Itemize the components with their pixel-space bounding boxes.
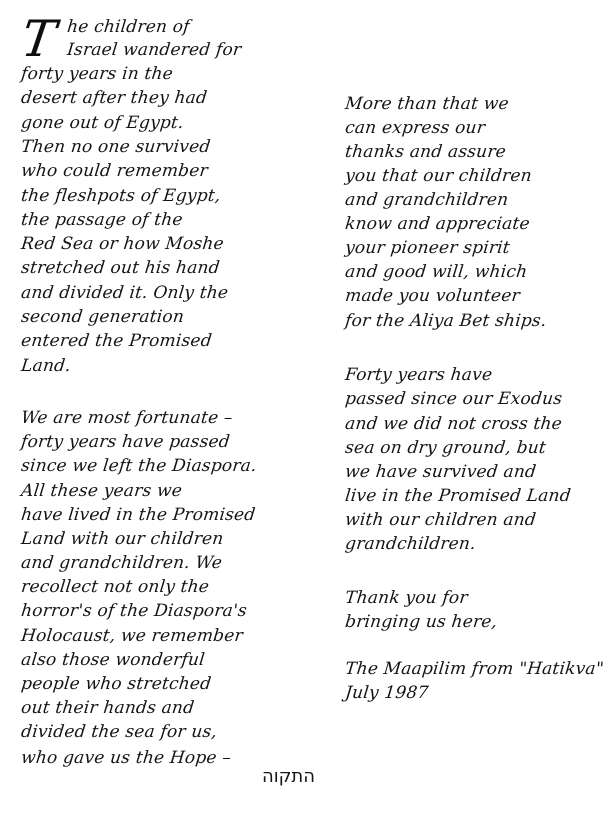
left-text-line: Land.	[20, 356, 72, 376]
left-text-line: have lived in the Promised	[20, 505, 257, 525]
left-text-line: divided the sea for us,	[20, 722, 219, 742]
right-text-line: thanks and assure	[344, 142, 508, 162]
left-text-line: and grandchildren. We	[20, 553, 224, 573]
left-text-line: he children of	[66, 17, 191, 37]
left-text-line: second generation	[20, 307, 186, 327]
drop-cap: T	[17, 10, 60, 68]
left-text-line: and divided it. Only the	[20, 283, 230, 303]
right-text-line: you that our children	[344, 166, 533, 186]
left-text-line: Holocaust, we remember	[20, 626, 244, 646]
right-text-line: sea on dry ground, but	[344, 438, 548, 458]
right-text-line: know and appreciate	[344, 214, 531, 234]
left-text-line: Then no one survived	[20, 137, 212, 157]
left-text-line: people who stretched	[20, 674, 213, 694]
right-text-line: Forty years have	[344, 365, 494, 385]
right-text-line: Thank you for	[344, 588, 469, 608]
right-text-line: July 1987	[344, 683, 430, 703]
right-text-line: made you volunteer	[344, 286, 521, 306]
right-text-line: The Maapilim from "Hatikva"	[344, 659, 605, 679]
right-text-line: and grandchildren	[344, 190, 510, 210]
left-text-line: also those wonderful	[20, 650, 206, 670]
left-text-line: recollect not only the	[20, 577, 211, 597]
left-text-line: entered the Promised	[20, 331, 213, 351]
right-text-line: bringing us here,	[344, 612, 499, 632]
left-text-line: the passage of the	[20, 210, 184, 230]
right-text-line: with our children and	[344, 510, 538, 530]
left-text-line: Israel wandered for	[66, 40, 243, 60]
left-text-line: All these years we	[20, 481, 184, 501]
left-text-line: horror's of the Diaspora's	[20, 601, 248, 621]
right-text-line: live in the Promised Land	[344, 486, 572, 506]
hebrew-word-hatikva: התקוה	[262, 766, 316, 787]
left-text-line: Land with our children	[20, 529, 225, 549]
right-text-line: and we did not cross the	[344, 414, 564, 434]
left-text-line: We are most fortunate –	[20, 408, 234, 428]
left-text-line: the fleshpots of Egypt,	[20, 186, 222, 206]
right-text-line: your pioneer spirit	[344, 238, 511, 258]
right-text-line: we have survived and	[344, 462, 538, 482]
right-text-line: and good will, which	[344, 262, 529, 282]
right-text-line: grandchildren.	[344, 534, 477, 554]
left-text-line: desert after they had	[20, 88, 209, 108]
right-text-line: passed since our Exodus	[344, 389, 564, 409]
left-text-line: gone out of Egypt.	[20, 113, 185, 133]
left-text-line: stretched out his hand	[20, 258, 221, 278]
left-text-line: forty years have passed	[20, 432, 231, 452]
left-text-line: forty years in the	[20, 64, 174, 84]
left-text-line: out their hands and	[20, 698, 196, 718]
left-text-line: Red Sea or how Moshe	[20, 234, 225, 254]
left-text-line: who gave us the Hope –	[20, 748, 233, 768]
left-text-line: who could remember	[20, 161, 209, 181]
right-text-line: for the Aliya Bet ships.	[344, 311, 548, 331]
right-text-line: More than that we	[344, 94, 510, 114]
right-text-line: can express our	[344, 118, 487, 138]
left-text-line: since we left the Diaspora.	[20, 456, 258, 476]
